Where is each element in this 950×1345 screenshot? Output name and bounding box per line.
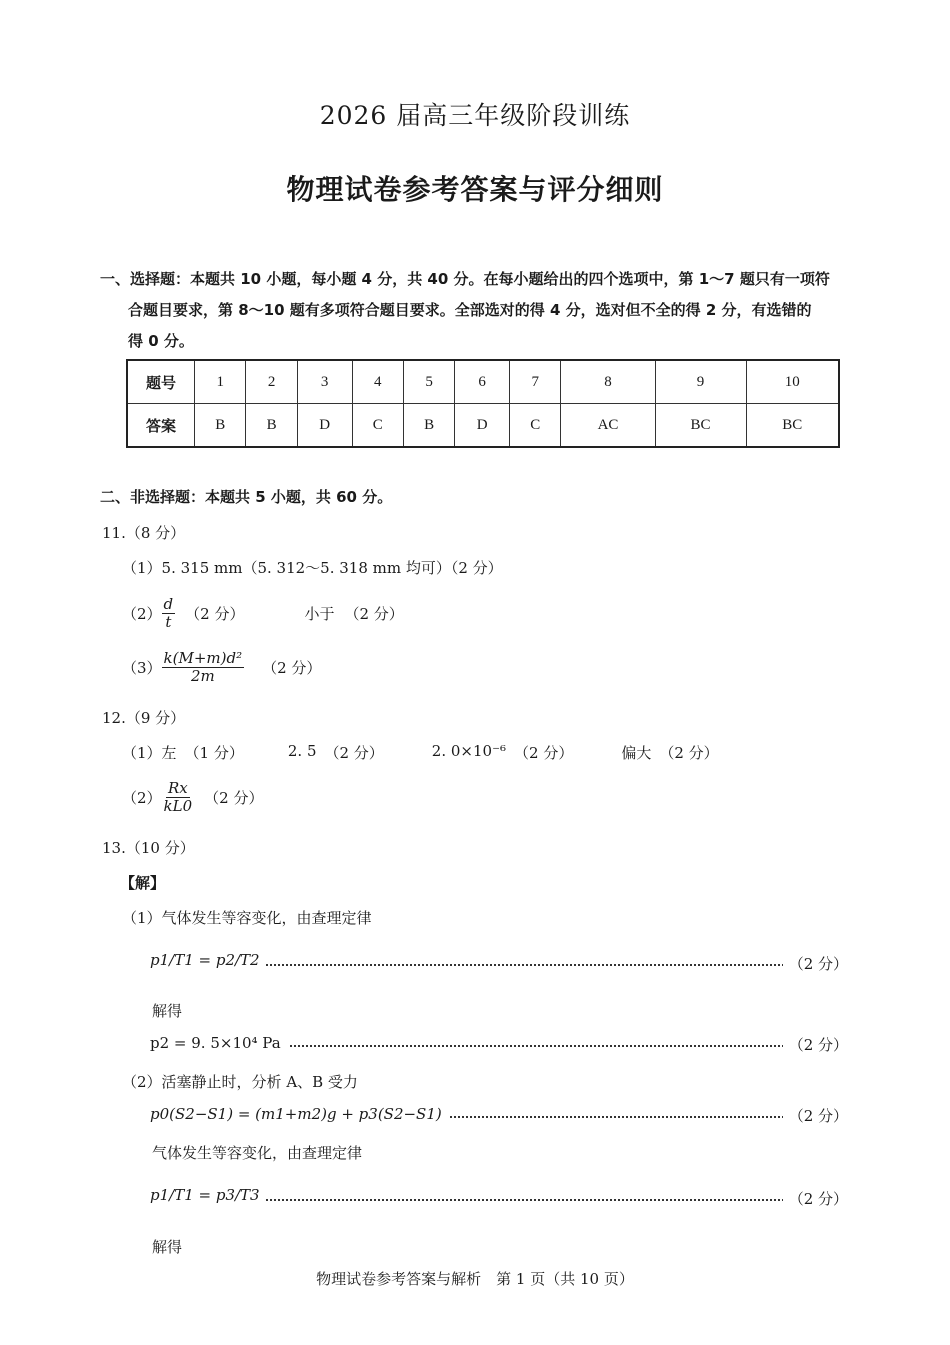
row-label-answer: 答案 bbox=[127, 404, 195, 448]
q13-eq2-score: （2 分） bbox=[783, 1105, 848, 1126]
q12-part2-prefix: （2） bbox=[122, 788, 162, 807]
question-number: 6 bbox=[455, 360, 510, 404]
section1-heading-line1: 一、选择题：本题共 10 小题，每小题 4 分，共 40 分。在每小题给出的四个选项中，第 1～7 题只有一项符 bbox=[100, 270, 830, 288]
q12-part2 bbox=[122, 780, 263, 814]
q11-part2-answer-b: 小于 bbox=[304, 604, 335, 623]
solution-label: 【解】 bbox=[120, 874, 166, 892]
answer-cell: D bbox=[455, 404, 510, 448]
question-number: 2 bbox=[246, 360, 297, 404]
q12-part1-a-score: （1 分） bbox=[184, 744, 244, 762]
q12-part1-a: （1）左 bbox=[122, 744, 177, 762]
q12-part1-d-score: （2 分） bbox=[659, 744, 719, 762]
q11-part2 bbox=[122, 596, 404, 630]
q13-solve1: 解得 bbox=[152, 1002, 183, 1020]
section1-heading-line2: 合题目要求，第 8～10 题有多项符合题目要求。全部选对的得 4 分，选对但不全的得 2 分，有选错的 bbox=[128, 301, 812, 319]
q13-title: 13.（10 分） bbox=[102, 839, 195, 857]
answer-cell: BC bbox=[746, 404, 839, 448]
q11-part2-fraction bbox=[162, 596, 176, 630]
q11-part3-prefix: （3） bbox=[122, 658, 162, 677]
q13-result1: p2 = 9. 5×10⁴ Pa bbox=[150, 1034, 287, 1052]
q12-part1-b: 2. 5 bbox=[287, 742, 317, 760]
fraction-numerator: k(M+m)d² bbox=[163, 649, 243, 667]
q13-eq1-score: （2 分） bbox=[783, 953, 848, 974]
q13-eq2-row bbox=[150, 1101, 848, 1131]
leader-dots bbox=[226, 964, 848, 966]
section1-heading bbox=[100, 264, 860, 357]
fraction-numerator: d bbox=[163, 595, 174, 613]
q11-part3-score: （2 分） bbox=[262, 658, 322, 677]
table-row-answers bbox=[127, 404, 839, 448]
q13-part1-text: （1）气体发生等容变化，由查理定律 bbox=[122, 909, 372, 927]
answer-cell: B bbox=[195, 404, 246, 448]
q13-part2-text-b: 气体发生等容变化，由查理定律 bbox=[152, 1144, 363, 1162]
q12-part2-fraction bbox=[162, 780, 195, 814]
page-title: 物理试卷参考答案与评分细则 bbox=[286, 173, 664, 206]
q13-eq2: p0(S2−S1) = (m1+m2)g + p3(S2−S1) bbox=[150, 1105, 448, 1123]
section2-heading: 二、非选择题：本题共 5 小题，共 60 分。 bbox=[100, 488, 393, 506]
exam-subtitle: 2026 届高三年级阶段训练 bbox=[319, 101, 631, 130]
q13-part2-text: （2）活塞静止时，分析 A、B 受力 bbox=[122, 1073, 358, 1091]
fraction-denominator: t bbox=[165, 612, 172, 631]
q12-part1-c: 2. 0×10⁻⁶ bbox=[431, 742, 507, 760]
q11-part3 bbox=[122, 650, 321, 684]
q13-eq3-row bbox=[150, 1184, 848, 1214]
q11-part3-fraction bbox=[162, 650, 245, 684]
q13-eq3: p1/T1 = p3/T3 bbox=[150, 1186, 266, 1204]
q12-part1 bbox=[122, 742, 719, 763]
page-footer: 物理试卷参考答案与解析 第 1 页（共 10 页） bbox=[316, 1270, 634, 1288]
q11-title: 11.（8 分） bbox=[102, 524, 186, 542]
answer-cell: C bbox=[352, 404, 403, 448]
leader-dots bbox=[226, 1199, 848, 1201]
question-number: 1 bbox=[195, 360, 246, 404]
answer-cell: B bbox=[246, 404, 297, 448]
q13-result1-score: （2 分） bbox=[783, 1034, 848, 1055]
answer-cell: B bbox=[403, 404, 454, 448]
question-number: 7 bbox=[510, 360, 561, 404]
question-number: 4 bbox=[352, 360, 403, 404]
answer-cell: C bbox=[510, 404, 561, 448]
question-number: 10 bbox=[746, 360, 839, 404]
answer-cell: AC bbox=[561, 404, 655, 448]
q12-part2-score: （2 分） bbox=[204, 788, 264, 807]
question-number: 8 bbox=[561, 360, 655, 404]
fraction-denominator: kL0 bbox=[163, 796, 193, 815]
q12-part1-b-score: （2 分） bbox=[324, 744, 384, 762]
q13-eq1-row bbox=[150, 949, 848, 979]
q13-solve2: 解得 bbox=[152, 1238, 183, 1256]
question-number: 3 bbox=[297, 360, 352, 404]
table-row-numbers bbox=[127, 360, 839, 404]
question-number: 5 bbox=[403, 360, 454, 404]
q12-part1-d: 偏大 bbox=[621, 744, 652, 762]
q12-part1-c-score: （2 分） bbox=[514, 744, 574, 762]
answer-table bbox=[126, 359, 840, 448]
q12-title: 12.（9 分） bbox=[102, 709, 186, 727]
q11-part2-answer-b-score: （2 分） bbox=[344, 604, 404, 623]
row-label-number: 题号 bbox=[127, 360, 195, 404]
leader-dots bbox=[290, 1045, 848, 1047]
section1-heading-line3: 得 0 分。 bbox=[128, 332, 194, 350]
answer-cell: BC bbox=[655, 404, 746, 448]
q11-part1: （1）5. 315 mm（5. 312～5. 318 mm 均可）（2 分） bbox=[122, 559, 503, 577]
fraction-denominator: 2m bbox=[190, 666, 215, 685]
q13-eq1: p1/T1 = p2/T2 bbox=[150, 951, 266, 969]
answer-cell: D bbox=[297, 404, 352, 448]
q11-part2-score: （2 分） bbox=[185, 604, 245, 623]
fraction-numerator: Rx bbox=[167, 779, 188, 797]
question-number: 9 bbox=[655, 360, 746, 404]
q11-part2-prefix: （2） bbox=[122, 604, 162, 623]
q13-eq3-score: （2 分） bbox=[783, 1188, 848, 1209]
q13-result1-row bbox=[150, 1030, 848, 1060]
